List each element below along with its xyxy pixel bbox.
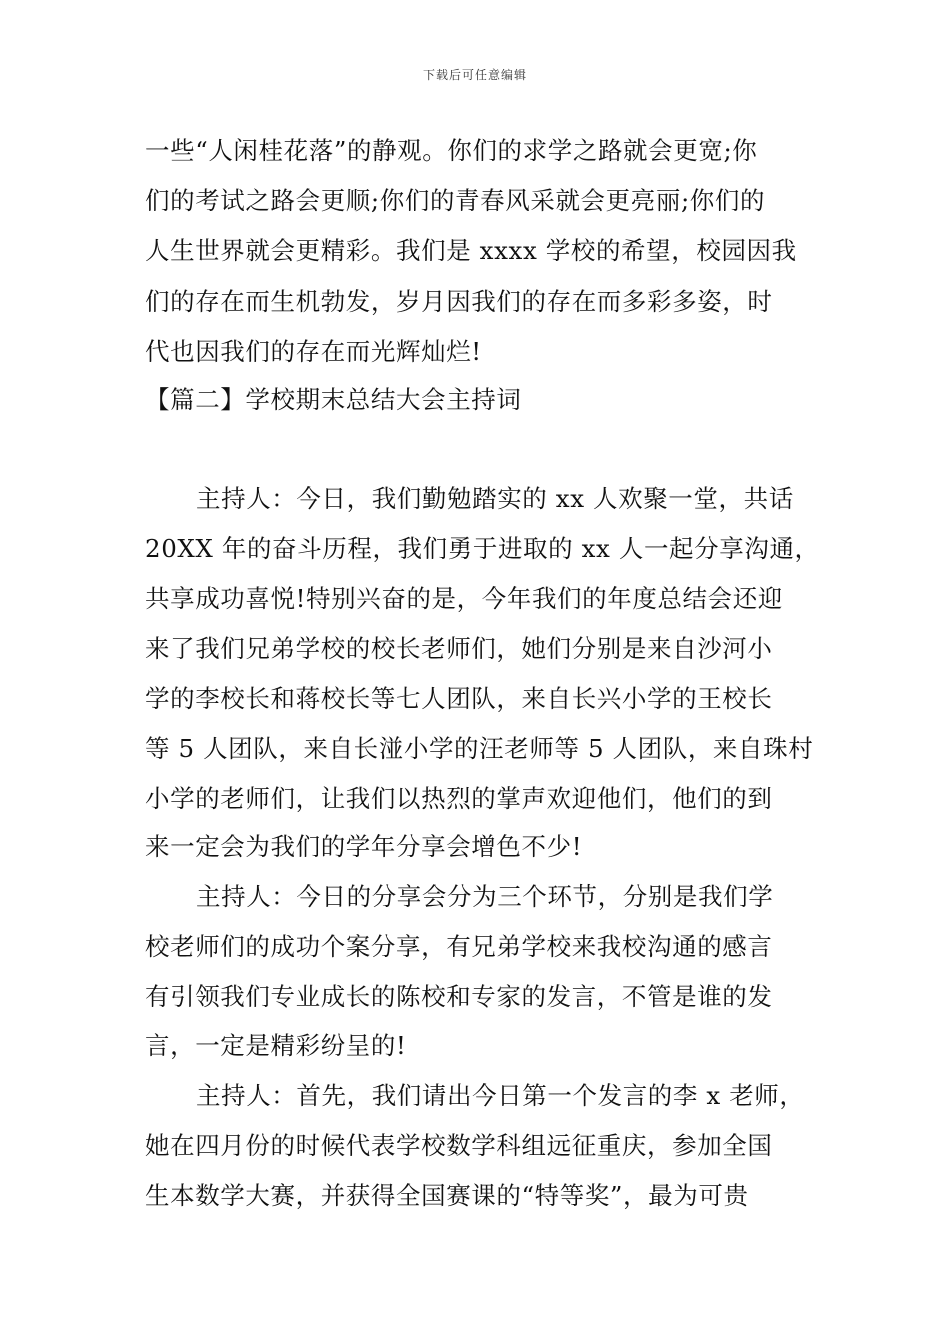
- page-header: 下载后可任意编辑: [422, 68, 527, 82]
- text-line: 生本数学大赛，并获得全国赛课的“特等奖”，最为可贵: [145, 1181, 749, 1210]
- text-line: 来一定会为我们的学年分享会增色不少!: [145, 832, 583, 861]
- section-heading: 【篇二】学校期末总结大会主持词: [145, 385, 522, 414]
- text-line: 代也因我们的存在而光辉灿烂!: [145, 337, 482, 366]
- text-line: 校老师们的成功个案分享，有兄弟学校来我校沟通的感言: [145, 932, 773, 961]
- text-line: 共享成功喜悦!特别兴奋的是，今年我们的年度总结会还迎: [145, 584, 783, 613]
- text-line: 一些“人闲桂花落”的静观。你们的求学之路就会更宽;你: [145, 136, 758, 165]
- text-line: 主持人：首先，我们请出今日第一个发言的李 x 老师，: [196, 1081, 805, 1110]
- text-line: 来了我们兄弟学校的校长老师们，她们分别是来自沙河小: [145, 634, 773, 663]
- text-line: 她在四月份的时候代表学校数学科组远征重庆，参加全国: [145, 1131, 773, 1160]
- text-line: 人生世界就会更精彩。我们是 xxxx 学校的希望，校园因我: [145, 236, 797, 265]
- text-line: 主持人：今日，我们勤勉踏实的 xx 人欢聚一堂，共话: [196, 484, 794, 513]
- text-line: 们的考试之路会更顺;你们的青春风采就会更亮丽;你们的: [145, 186, 766, 215]
- text-line: 有引领我们专业成长的陈校和专家的发言，不管是谁的发: [145, 982, 773, 1011]
- text-line: 等 5 人团队，来自长湴小学的汪老师等 5 人团队，来自珠村: [145, 734, 814, 763]
- text-line: 小学的老师们，让我们以热烈的掌声欢迎他们，他们的到: [145, 784, 773, 813]
- text-line: 们的存在而生机勃发，岁月因我们的存在而多彩多姿，时: [145, 287, 773, 316]
- text-line: 学的李校长和蒋校长等七人团队，来自长兴小学的王校长: [145, 684, 773, 713]
- text-line: 20XX 年的奋斗历程，我们勇于进取的 xx 人一起分享沟通，: [145, 534, 820, 563]
- text-line: 主持人：今日的分享会分为三个环节，分别是我们学: [196, 882, 774, 911]
- text-line: 言，一定是精彩纷呈的!: [145, 1031, 407, 1060]
